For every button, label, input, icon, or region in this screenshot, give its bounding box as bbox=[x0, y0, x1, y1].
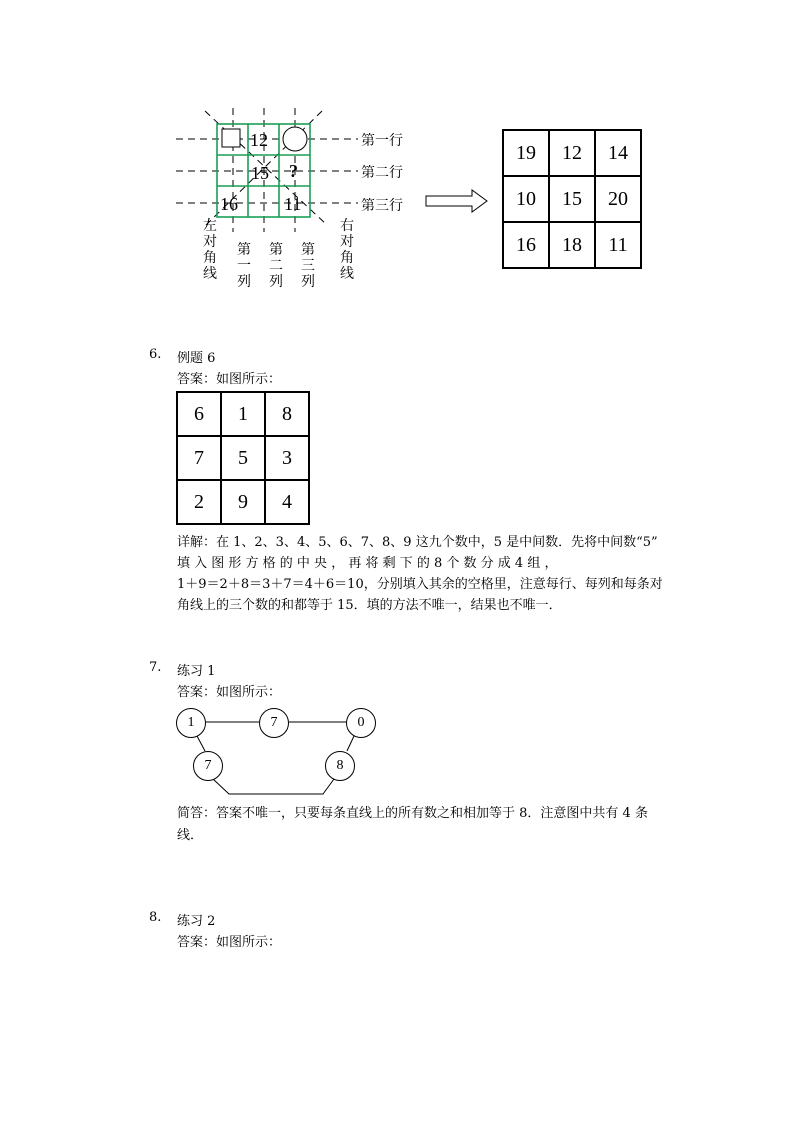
node-top-left: 1 bbox=[176, 708, 206, 738]
section7-number: 7. bbox=[149, 660, 162, 675]
col-label-1: 第一列 bbox=[237, 242, 251, 290]
section7-answer: 答案：如图所示： bbox=[177, 685, 282, 700]
row-label-2: 第二行 bbox=[361, 165, 403, 181]
node-top-right: 0 bbox=[346, 708, 376, 738]
example-cell: 2 bbox=[177, 480, 221, 524]
cell-r2c3: ? bbox=[289, 161, 298, 181]
result-cell: 19 bbox=[503, 130, 549, 176]
diag-right-label: 右对角线 bbox=[340, 218, 354, 282]
row-label-3: 第三行 bbox=[361, 198, 403, 214]
node-bottom-left: 7 bbox=[193, 751, 223, 781]
example-cell: 6 bbox=[177, 392, 221, 436]
node-bottom-right: 8 bbox=[325, 751, 355, 781]
section6-detail-line1: 详解：在 1、2、3、4、5、6、7、8、9 这九个数中，5 是中间数．先将中间数“5” bbox=[177, 535, 658, 550]
cell-r1c2: 12 bbox=[250, 130, 268, 150]
section7-title: 练习 1 bbox=[177, 664, 216, 679]
section8-number: 8. bbox=[149, 910, 162, 925]
section6-detail-line4: 角线上的三个数的和都等于 15．填的方法不唯一，结果也不唯一． bbox=[177, 598, 562, 613]
diag-left-label: 左对角线 bbox=[203, 218, 217, 282]
result-cell: 12 bbox=[549, 130, 595, 176]
section7-brief-line1: 简答：答案不唯一，只要每条直线上的所有数之和相加等于 8．注意图中共有 4 条 bbox=[177, 806, 648, 821]
row-label-1: 第一行 bbox=[361, 133, 403, 149]
cell-r3c3: 11 bbox=[284, 194, 302, 214]
cell-r2c2: 15 bbox=[251, 163, 269, 183]
result-cell: 14 bbox=[595, 130, 641, 176]
col-label-3: 第三列 bbox=[301, 242, 315, 290]
section6-title: 例题 6 bbox=[177, 351, 216, 366]
section6-answer: 答案：如图所示： bbox=[177, 372, 282, 387]
result-cell: 18 bbox=[549, 222, 595, 268]
section6-detail-line2: 填 入 图 形 方 格 的 中 央 ， 再 将 剩 下 的 8 个 数 分 成 4 组 ， bbox=[177, 556, 558, 571]
example-cell: 1 bbox=[221, 392, 265, 436]
example-cell: 4 bbox=[265, 480, 309, 524]
example-cell: 8 bbox=[265, 392, 309, 436]
node-top-middle: 7 bbox=[259, 708, 289, 738]
example-cell: 7 bbox=[177, 436, 221, 480]
result-cell: 10 bbox=[503, 176, 549, 222]
result-cell: 16 bbox=[503, 222, 549, 268]
result-cell: 11 bbox=[595, 222, 641, 268]
result-cell: 15 bbox=[549, 176, 595, 222]
example-cell: 5 bbox=[221, 436, 265, 480]
section6-detail-line3: 1＋9＝2＋8＝3＋7＝4＋6＝10，分别填入其余的空格里，注意每行、每列和每条对 bbox=[177, 577, 663, 592]
section7-brief-line2: 线． bbox=[177, 828, 204, 843]
cell-r3c1: 16 bbox=[220, 194, 238, 214]
section8-title: 练习 2 bbox=[177, 914, 216, 929]
result-cell: 20 bbox=[595, 176, 641, 222]
section8-answer: 答案：如图所示： bbox=[177, 935, 282, 950]
example-cell: 9 bbox=[221, 480, 265, 524]
example-cell: 3 bbox=[265, 436, 309, 480]
section6-number: 6. bbox=[149, 347, 162, 362]
col-label-2: 第二列 bbox=[269, 242, 283, 290]
